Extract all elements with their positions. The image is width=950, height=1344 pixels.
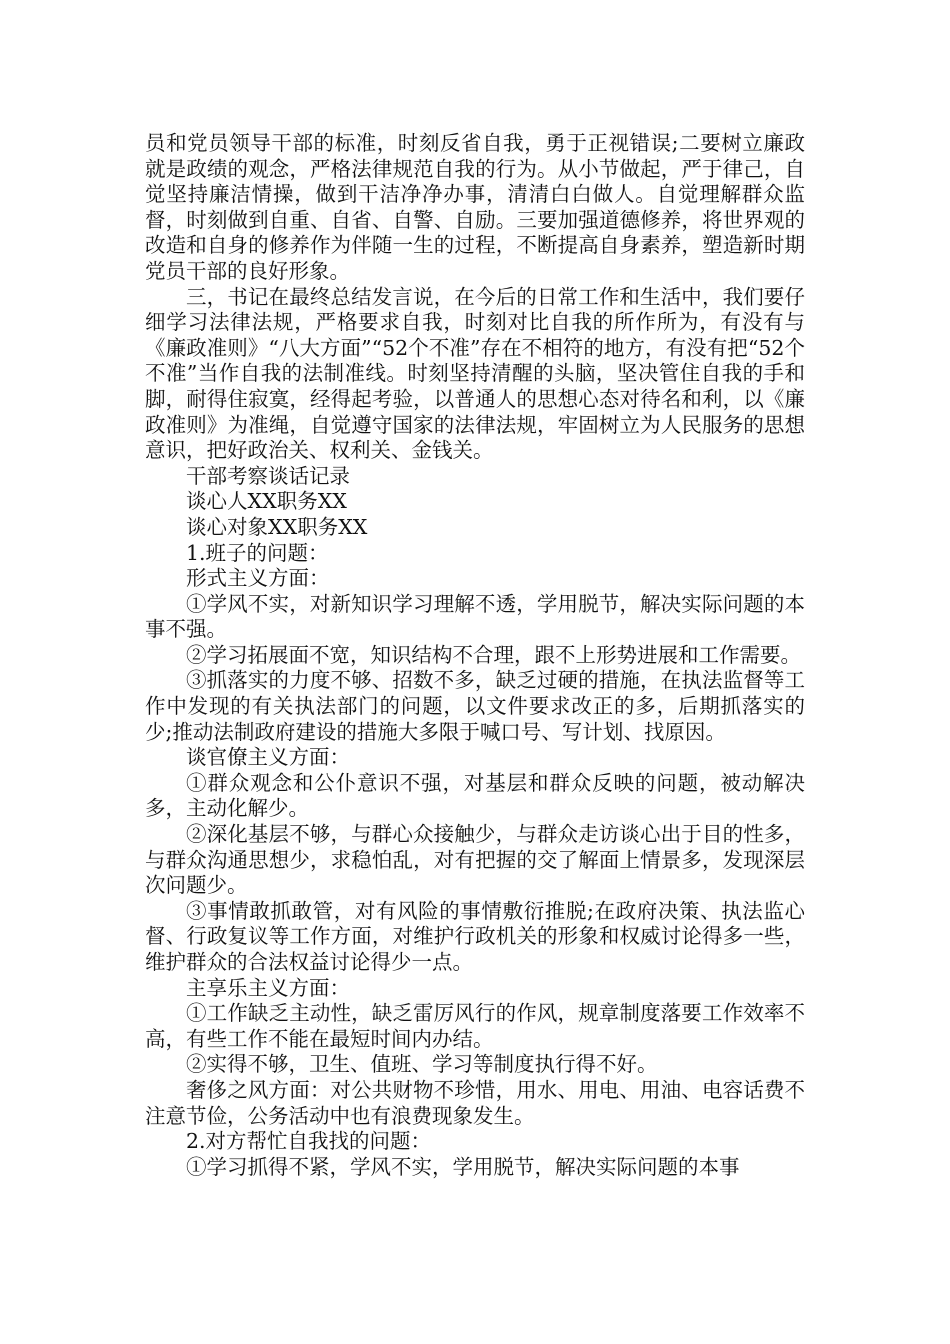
list-item: ②学习拓展面不宽，知识结构不合理，跟不上形势进展和工作需要。 (186, 642, 801, 667)
list-item: ①学风不实，对新知识学习理解不透，学用脱节，解决实际问题的本事不强。 (145, 591, 805, 642)
subheading-bureaucratism: 谈官僚主义方面： (186, 745, 350, 770)
document-page (145, 131, 805, 1180)
subheading-formalism: 形式主义方面： (186, 566, 330, 591)
list-item: ①群众观念和公仆意识不强，对基层和群众反映的问题，被动解决多，主动化解少。 (145, 770, 805, 821)
extravagance-paragraph: 奢侈之风方面：对公共财物不珍惜，用水、用电、用油、电容话费不注意节俭，公务活动中也有浪费现象发生。 (145, 1077, 805, 1128)
record-title: 干部考察谈话记录 (186, 463, 350, 488)
interviewer-line: 谈心人XX职务XX (186, 489, 347, 514)
subheading-hedonism: 主享乐主义方面： (186, 975, 350, 1000)
list-item: ②深化基层不够，与群心众接触少，与群众走访谈心出于目的性多，与群众沟通思想少，求稳怕乱，对有把握的交了解面上情景多，发现深层次问题少。 (145, 822, 805, 898)
section-heading-1: 1.班子的问题： (186, 540, 329, 565)
list-item: ①学习抓得不紧，学风不实，学用脱节，解决实际问题的本事 (186, 1154, 740, 1179)
list-item: ①工作缺乏主动性，缺乏雷厉风行的作风，规章制度落要工作效率不高，有些工作不能在最短时间内办结。 (145, 1001, 805, 1051)
list-item: ③事情敢抓敢管，对有风险的事情敷衍推脱;在政府决策、执法监心督、行政复议等工作方面，对维护行政机关的形象和权威讨论得多一些，维护群众的合法权益讨论得少一点。 (145, 898, 805, 974)
section-heading-2: 2.对方帮忙自我找的问题： (186, 1129, 432, 1154)
list-item: ②实得不够，卫生、值班、学习等制度执行得不好。 (186, 1052, 658, 1077)
list-item: ③抓落实的力度不够、招数不多，缺乏过硬的措施，在执法监督等工作中发现的有关执法部门的问题，以文件要求改正的多，后期抓落实的少;推动法制政府建设的措施大多限于喊口号、写计划、找原因。 (145, 668, 805, 744)
paragraph-2: 三，书记在最终总结发言说，在今后的日常工作和生活中，我们要仔细学习法律法规，严格要求自我，时刻对比自我的所作所为，有没有与《廉政准则》“八大方面”“52个不准”存在不相符的地方，有没有把“52个不准”当作自我的法制准线。时刻坚持清醒的头脑，坚决管住自我的手和脚，耐得住寂寞，经得起考验，以普通人的思想心态对待名和利，以《廉政准则》为准绳，自觉遵守国家的法律法规，牢固树立为人民服务的思想意识，把好政治关、权利关、金钱关。 (145, 284, 805, 463)
interviewee-line: 谈心对象XX职务XX (186, 514, 368, 539)
paragraph-1: 员和党员领导干部的标准，时刻反省自我，勇于正视错误;二要树立廉政就是政绩的观念，严格法律规范自我的行为。从小节做起，严于律己，自觉坚持廉洁情操，做到干洁净净办事，清清白白做人。自觉理解群众监督，时刻做到自重、自省、自警、自励。三要加强道德修养，将世界观的改造和自身的修养作为伴随一生的过程，不断提高自身素养，塑造新时期党员干部的良好形象。 (145, 131, 805, 283)
